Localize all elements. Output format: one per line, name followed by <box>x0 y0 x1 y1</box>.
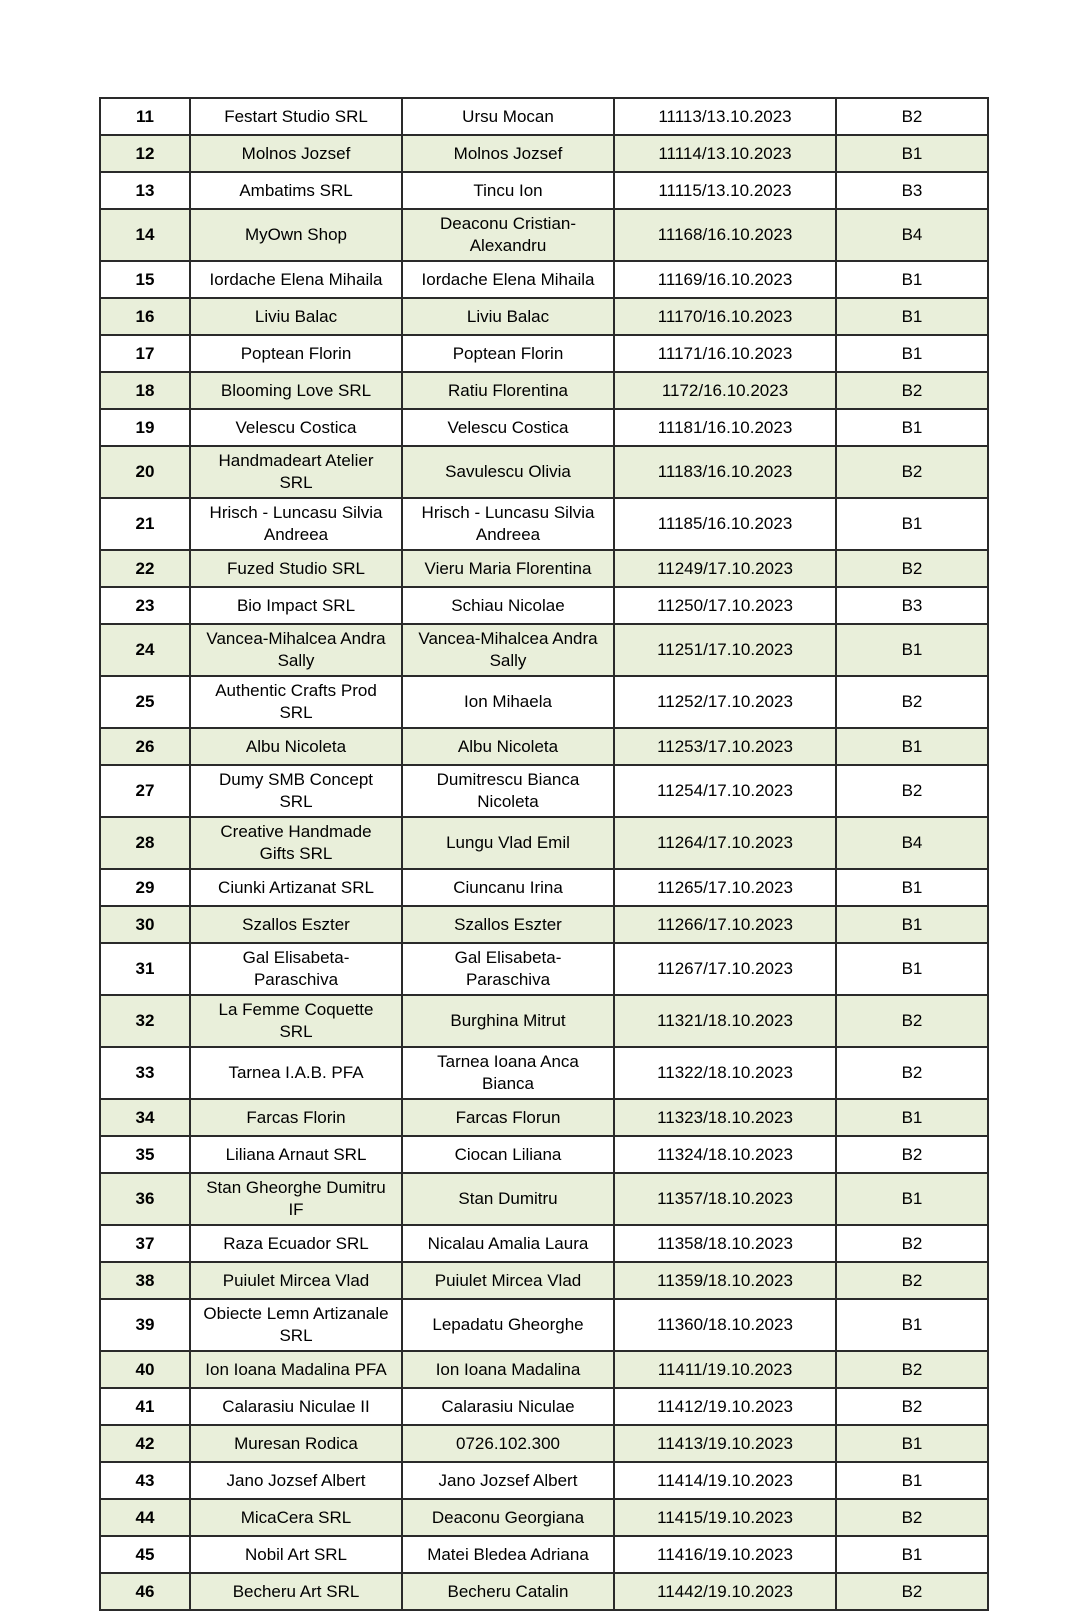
cell-code: B3 <box>836 587 988 624</box>
cell-code: B2 <box>836 98 988 135</box>
cell-registration: 11321/18.10.2023 <box>614 995 836 1047</box>
cell-index: 15 <box>100 261 190 298</box>
table-row <box>100 943 988 995</box>
cell-index: 46 <box>100 1573 190 1610</box>
cell-company: Hrisch - Luncasu Silvia Andreea <box>190 498 402 550</box>
cell-registration: 11413/19.10.2023 <box>614 1425 836 1462</box>
table-row <box>100 1173 988 1225</box>
cell-company: Raza Ecuador SRL <box>190 1225 402 1262</box>
cell-registration: 11253/17.10.2023 <box>614 728 836 765</box>
table-row <box>100 446 988 498</box>
cell-company: Authentic Crafts Prod SRL <box>190 676 402 728</box>
cell-person: Nicalau Amalia Laura <box>402 1225 614 1262</box>
cell-code: B4 <box>836 817 988 869</box>
cell-index: 38 <box>100 1262 190 1299</box>
cell-registration: 11324/18.10.2023 <box>614 1136 836 1173</box>
cell-code: B2 <box>836 1262 988 1299</box>
cell-person: Molnos Jozsef <box>402 135 614 172</box>
cell-person: Albu Nicoleta <box>402 728 614 765</box>
table-row <box>100 728 988 765</box>
cell-index: 35 <box>100 1136 190 1173</box>
cell-company: Blooming Love SRL <box>190 372 402 409</box>
cell-company: Tarnea I.A.B. PFA <box>190 1047 402 1099</box>
cell-registration: 11265/17.10.2023 <box>614 869 836 906</box>
cell-company: Iordache Elena Mihaila <box>190 261 402 298</box>
cell-code: B1 <box>836 1462 988 1499</box>
cell-code: B1 <box>836 728 988 765</box>
cell-company: Ambatims SRL <box>190 172 402 209</box>
cell-company: Nobil Art SRL <box>190 1536 402 1573</box>
table-row <box>100 261 988 298</box>
cell-index: 34 <box>100 1099 190 1136</box>
cell-company: Liviu Balac <box>190 298 402 335</box>
table-row <box>100 298 988 335</box>
cell-code: B1 <box>836 298 988 335</box>
cell-registration: 11113/13.10.2023 <box>614 98 836 135</box>
cell-company: MyOwn Shop <box>190 209 402 261</box>
cell-person: 0726.102.300 <box>402 1425 614 1462</box>
cell-registration: 11358/18.10.2023 <box>614 1225 836 1262</box>
cell-person: Lepadatu Gheorghe <box>402 1299 614 1351</box>
cell-company: Calarasiu Niculae II <box>190 1388 402 1425</box>
table-row <box>100 1351 988 1388</box>
table-row <box>100 1225 988 1262</box>
cell-index: 22 <box>100 550 190 587</box>
cell-registration: 11169/16.10.2023 <box>614 261 836 298</box>
table-row <box>100 209 988 261</box>
cell-company: Szallos Eszter <box>190 906 402 943</box>
cell-person: Ciuncanu Irina <box>402 869 614 906</box>
cell-person: Vieru Maria Florentina <box>402 550 614 587</box>
table-row <box>100 372 988 409</box>
cell-person: Ciocan Liliana <box>402 1136 614 1173</box>
cell-company: Handmadeart Atelier SRL <box>190 446 402 498</box>
cell-code: B2 <box>836 1351 988 1388</box>
cell-code: B1 <box>836 1536 988 1573</box>
cell-registration: 11264/17.10.2023 <box>614 817 836 869</box>
cell-company: Velescu Costica <box>190 409 402 446</box>
cell-index: 37 <box>100 1225 190 1262</box>
cell-code: B1 <box>836 261 988 298</box>
cell-registration: 11251/17.10.2023 <box>614 624 836 676</box>
table-row <box>100 995 988 1047</box>
cell-code: B2 <box>836 1225 988 1262</box>
cell-person: Ratiu Florentina <box>402 372 614 409</box>
cell-registration: 11250/17.10.2023 <box>614 587 836 624</box>
cell-person: Iordache Elena Mihaila <box>402 261 614 298</box>
cell-code: B2 <box>836 550 988 587</box>
cell-code: B2 <box>836 446 988 498</box>
cell-company: Creative Handmade Gifts SRL <box>190 817 402 869</box>
cell-registration: 11252/17.10.2023 <box>614 676 836 728</box>
cell-registration: 11323/18.10.2023 <box>614 1099 836 1136</box>
table-row <box>100 869 988 906</box>
cell-code: B2 <box>836 1136 988 1173</box>
cell-company: Gal Elisabeta-Paraschiva <box>190 943 402 995</box>
cell-company: Bio Impact SRL <box>190 587 402 624</box>
cell-code: B2 <box>836 765 988 817</box>
cell-person: Deaconu Cristian-Alexandru <box>402 209 614 261</box>
cell-registration: 11442/19.10.2023 <box>614 1573 836 1610</box>
cell-index: 31 <box>100 943 190 995</box>
cell-index: 36 <box>100 1173 190 1225</box>
cell-registration: 11412/19.10.2023 <box>614 1388 836 1425</box>
cell-index: 13 <box>100 172 190 209</box>
cell-registration: 11114/13.10.2023 <box>614 135 836 172</box>
cell-index: 28 <box>100 817 190 869</box>
cell-registration: 11183/16.10.2023 <box>614 446 836 498</box>
cell-registration: 11266/17.10.2023 <box>614 906 836 943</box>
cell-registration: 11357/18.10.2023 <box>614 1173 836 1225</box>
cell-code: B2 <box>836 995 988 1047</box>
cell-registration: 11254/17.10.2023 <box>614 765 836 817</box>
cell-person: Ursu Mocan <box>402 98 614 135</box>
cell-code: B1 <box>836 1099 988 1136</box>
table-row <box>100 409 988 446</box>
cell-index: 12 <box>100 135 190 172</box>
cell-person: Jano Jozsef Albert <box>402 1462 614 1499</box>
cell-code: B1 <box>836 943 988 995</box>
cell-index: 16 <box>100 298 190 335</box>
cell-person: Stan Dumitru <box>402 1173 614 1225</box>
cell-registration: 11168/16.10.2023 <box>614 209 836 261</box>
cell-index: 27 <box>100 765 190 817</box>
cell-person: Tincu Ion <box>402 172 614 209</box>
cell-company: Muresan Rodica <box>190 1425 402 1462</box>
cell-code: B2 <box>836 676 988 728</box>
cell-index: 21 <box>100 498 190 550</box>
registry-table <box>99 97 989 1611</box>
cell-company: Puiulet Mircea Vlad <box>190 1262 402 1299</box>
cell-registration: 11249/17.10.2023 <box>614 550 836 587</box>
cell-index: 23 <box>100 587 190 624</box>
cell-person: Farcas Florun <box>402 1099 614 1136</box>
table-row <box>100 98 988 135</box>
cell-registration: 11415/19.10.2023 <box>614 1499 836 1536</box>
table-row <box>100 587 988 624</box>
table-row <box>100 1047 988 1099</box>
cell-registration: 11414/19.10.2023 <box>614 1462 836 1499</box>
cell-registration: 11359/18.10.2023 <box>614 1262 836 1299</box>
table-row <box>100 1425 988 1462</box>
cell-registration: 11267/17.10.2023 <box>614 943 836 995</box>
table-row <box>100 624 988 676</box>
cell-code: B3 <box>836 172 988 209</box>
cell-person: Savulescu Olivia <box>402 446 614 498</box>
cell-person: Velescu Costica <box>402 409 614 446</box>
table-row <box>100 765 988 817</box>
table-row <box>100 172 988 209</box>
table-row <box>100 335 988 372</box>
cell-code: B2 <box>836 1499 988 1536</box>
cell-company: Farcas Florin <box>190 1099 402 1136</box>
cell-index: 20 <box>100 446 190 498</box>
cell-code: B1 <box>836 624 988 676</box>
cell-company: Ciunki Artizanat SRL <box>190 869 402 906</box>
cell-index: 39 <box>100 1299 190 1351</box>
cell-company: Obiecte Lemn Artizanale SRL <box>190 1299 402 1351</box>
cell-company: Jano Jozsef Albert <box>190 1462 402 1499</box>
table-row <box>100 676 988 728</box>
cell-code: B1 <box>836 1299 988 1351</box>
cell-company: Albu Nicoleta <box>190 728 402 765</box>
cell-index: 45 <box>100 1536 190 1573</box>
cell-registration: 11322/18.10.2023 <box>614 1047 836 1099</box>
cell-index: 17 <box>100 335 190 372</box>
table-row <box>100 1536 988 1573</box>
cell-registration: 11185/16.10.2023 <box>614 498 836 550</box>
cell-company: Molnos Jozsef <box>190 135 402 172</box>
cell-index: 11 <box>100 98 190 135</box>
cell-index: 26 <box>100 728 190 765</box>
cell-index: 33 <box>100 1047 190 1099</box>
table-row <box>100 1499 988 1536</box>
cell-company: Liliana Arnaut SRL <box>190 1136 402 1173</box>
table-row <box>100 1099 988 1136</box>
cell-index: 18 <box>100 372 190 409</box>
cell-index: 40 <box>100 1351 190 1388</box>
cell-person: Deaconu Georgiana <box>402 1499 614 1536</box>
cell-person: Lungu Vlad Emil <box>402 817 614 869</box>
cell-index: 14 <box>100 209 190 261</box>
table-row <box>100 498 988 550</box>
cell-code: B1 <box>836 906 988 943</box>
cell-person: Matei Bledea Adriana <box>402 1536 614 1573</box>
cell-person: Calarasiu Niculae <box>402 1388 614 1425</box>
cell-registration: 11181/16.10.2023 <box>614 409 836 446</box>
cell-person: Poptean Florin <box>402 335 614 372</box>
cell-person: Liviu Balac <box>402 298 614 335</box>
cell-person: Vancea-Mihalcea Andra Sally <box>402 624 614 676</box>
cell-person: Becheru Catalin <box>402 1573 614 1610</box>
cell-person: Gal Elisabeta-Paraschiva <box>402 943 614 995</box>
cell-index: 19 <box>100 409 190 446</box>
cell-registration: 11115/13.10.2023 <box>614 172 836 209</box>
cell-code: B1 <box>836 1173 988 1225</box>
cell-person: Dumitrescu Bianca Nicoleta <box>402 765 614 817</box>
cell-registration: 11171/16.10.2023 <box>614 335 836 372</box>
cell-company: Becheru Art SRL <box>190 1573 402 1610</box>
cell-index: 24 <box>100 624 190 676</box>
cell-person: Tarnea Ioana Anca Bianca <box>402 1047 614 1099</box>
cell-person: Ion Mihaela <box>402 676 614 728</box>
cell-registration: 11360/18.10.2023 <box>614 1299 836 1351</box>
table-row <box>100 1388 988 1425</box>
cell-index: 29 <box>100 869 190 906</box>
cell-person: Schiau Nicolae <box>402 587 614 624</box>
cell-index: 25 <box>100 676 190 728</box>
cell-code: B1 <box>836 498 988 550</box>
cell-person: Ion Ioana Madalina <box>402 1351 614 1388</box>
cell-registration: 11170/16.10.2023 <box>614 298 836 335</box>
cell-registration: 11411/19.10.2023 <box>614 1351 836 1388</box>
table-row <box>100 1136 988 1173</box>
cell-index: 41 <box>100 1388 190 1425</box>
cell-company: Festart Studio SRL <box>190 98 402 135</box>
table-row <box>100 1262 988 1299</box>
cell-index: 43 <box>100 1462 190 1499</box>
cell-code: B1 <box>836 409 988 446</box>
cell-code: B1 <box>836 1425 988 1462</box>
cell-code: B4 <box>836 209 988 261</box>
cell-company: MicaCera SRL <box>190 1499 402 1536</box>
cell-code: B1 <box>836 335 988 372</box>
cell-person: Szallos Eszter <box>402 906 614 943</box>
cell-code: B2 <box>836 1047 988 1099</box>
cell-index: 42 <box>100 1425 190 1462</box>
table-row <box>100 906 988 943</box>
cell-index: 30 <box>100 906 190 943</box>
cell-code: B1 <box>836 869 988 906</box>
cell-person: Puiulet Mircea Vlad <box>402 1262 614 1299</box>
table-row <box>100 817 988 869</box>
cell-registration: 11416/19.10.2023 <box>614 1536 836 1573</box>
table-row <box>100 550 988 587</box>
cell-code: B2 <box>836 1573 988 1610</box>
registry-table-body <box>100 98 988 1610</box>
cell-code: B2 <box>836 372 988 409</box>
cell-company: Ion Ioana Madalina PFA <box>190 1351 402 1388</box>
table-row <box>100 1299 988 1351</box>
table-row <box>100 1573 988 1610</box>
cell-company: Vancea-Mihalcea Andra Sally <box>190 624 402 676</box>
cell-company: Poptean Florin <box>190 335 402 372</box>
cell-registration: 1172/16.10.2023 <box>614 372 836 409</box>
table-row <box>100 1462 988 1499</box>
cell-code: B2 <box>836 1388 988 1425</box>
cell-code: B1 <box>836 135 988 172</box>
cell-person: Hrisch - Luncasu Silvia Andreea <box>402 498 614 550</box>
cell-company: Fuzed Studio SRL <box>190 550 402 587</box>
cell-company: Stan Gheorghe Dumitru IF <box>190 1173 402 1225</box>
cell-index: 32 <box>100 995 190 1047</box>
table-row <box>100 135 988 172</box>
cell-company: La Femme Coquette SRL <box>190 995 402 1047</box>
cell-index: 44 <box>100 1499 190 1536</box>
cell-company: Dumy SMB Concept SRL <box>190 765 402 817</box>
cell-person: Burghina Mitrut <box>402 995 614 1047</box>
